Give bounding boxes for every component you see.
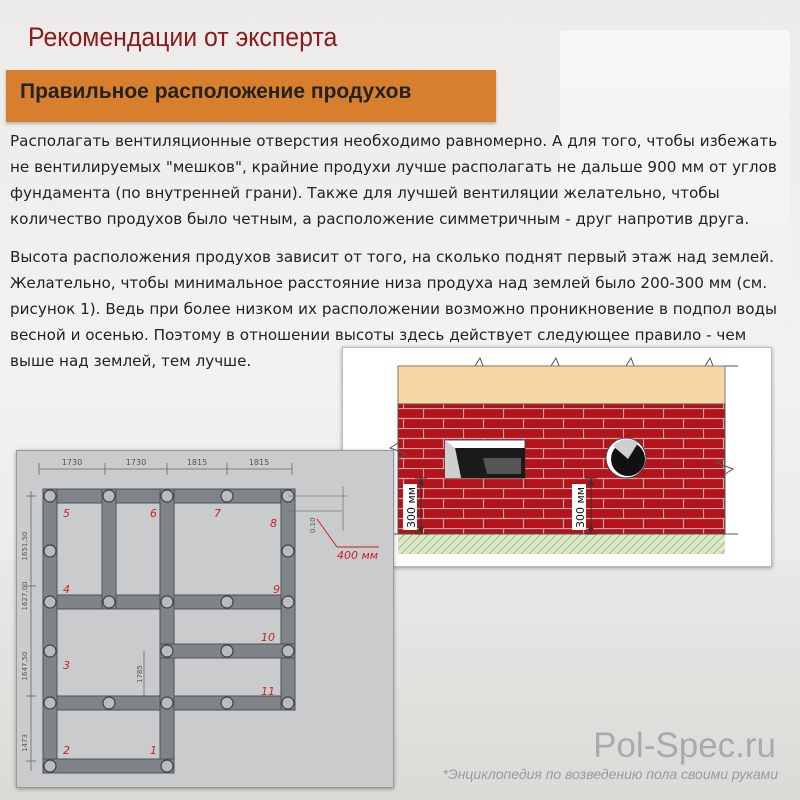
top-dim-2: 1730 <box>125 458 147 467</box>
section-title: Правильное расположение продухов <box>20 80 412 103</box>
foundation-plan-drawing <box>16 450 394 788</box>
vent-number-5: 5 <box>63 507 70 520</box>
distance-note: 400 мм <box>337 549 379 562</box>
height-label-right: 300 мм <box>574 486 587 528</box>
callout-lines <box>288 486 347 531</box>
height-label-left: 300 мм <box>405 486 418 528</box>
left-dim-1: 1651,50 <box>21 531 29 561</box>
wall-vent-illustration <box>342 347 772 567</box>
left-dim-3: 1647,50 <box>21 651 29 681</box>
section-header <box>6 70 496 122</box>
vent-number-11: 11 <box>261 685 275 698</box>
round-vent <box>606 438 646 478</box>
inner-dim: 1785 <box>136 665 144 683</box>
page-title: Рекомендации от эксперта <box>28 22 338 52</box>
foundation-strips <box>43 489 295 773</box>
left-dim-4: 1473 <box>21 734 29 752</box>
paragraph-height: Высота расположения продухов зависит от того, на сколько поднят первый этаж над землей. Желательно, чтобы минимальное расстояние низа продуха над землей было 200-300 мм (см. рисунок 1). Ведь при более низком их расположении возможно проникновение в подпол воды весной и осенью. Поэтому в отношении высоты здесь действует следующее правило - чем выше над землей, тем лучше. <box>10 248 777 370</box>
vent-number-6: 6 <box>150 507 157 520</box>
rectangular-vent <box>445 440 525 478</box>
paragraph-spacing: Располагать вентиляционные отверстия необходимо равномерно. А для того, чтобы избежать не вентилируемых "мешков", крайние продухи лучше располагать не дальше 900 мм от углов фундамента (по внутренней грани). Также для лучшей вентиляции желательно, чтобы количество продухов было четным, а расположение симметричным - друг напротив друга. <box>10 132 778 228</box>
brand-logo-text: Pol-Spec.ru <box>593 726 776 765</box>
plan-svg <box>17 451 393 787</box>
tagline: *Энциклопедия по возведению пола своими руками <box>442 766 778 782</box>
vent-number-4: 4 <box>63 583 70 596</box>
callout-dim: 0.10 <box>309 517 317 533</box>
vent-number-1: 1 <box>150 744 157 757</box>
vent-number-2: 2 <box>63 744 70 757</box>
top-dim-3: 1815 <box>186 458 208 467</box>
wall-drawing <box>343 348 771 566</box>
vent-number-8: 8 <box>270 517 277 530</box>
vent-number-9: 9 <box>273 583 280 596</box>
vent-number-3: 3 <box>63 659 70 672</box>
vent-number-7: 7 <box>214 507 221 520</box>
top-dim-1: 1730 <box>61 458 83 467</box>
top-dim-4: 1815 <box>248 458 270 467</box>
note-arrow <box>317 519 337 547</box>
vent-number-10: 10 <box>261 631 275 644</box>
left-dim-2: 1627,00 <box>21 581 29 611</box>
